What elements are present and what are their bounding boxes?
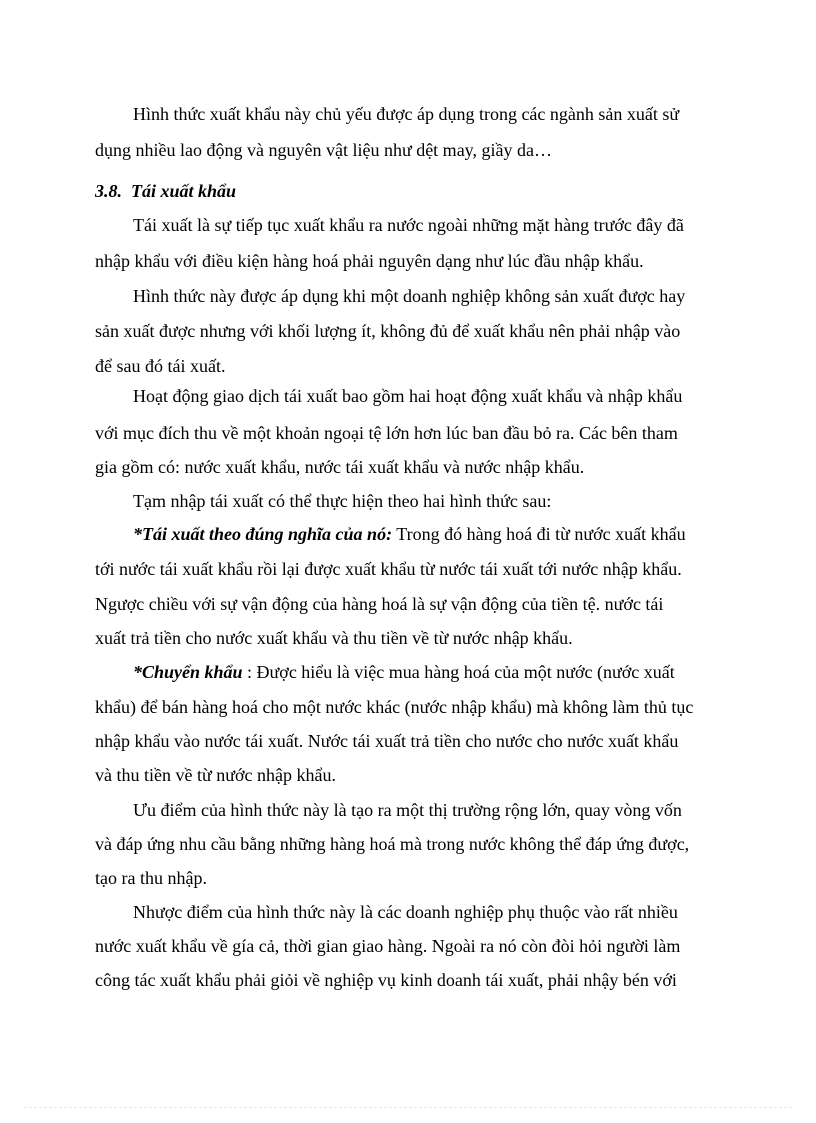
text-line: để sau đó tái xuất. bbox=[95, 356, 226, 376]
text-line: nước xuất khẩu về gía cả, thời gian giao hàng. Ngoài ra nó còn đòi hỏi người làm bbox=[95, 936, 681, 956]
text-line: Tạm nhập tái xuất có thể thực hiện theo hai hình thức sau: bbox=[133, 491, 552, 511]
text-line: nhập khẩu với điều kiện hàng hoá phải nguyên dạng như lúc đầu nhập khẩu. bbox=[95, 251, 644, 271]
text-line: Hình thức xuất khẩu này chủ yếu được áp dụng trong các ngành sản xuất sử bbox=[133, 104, 680, 124]
text-line: *Chuyển khẩu : Được hiểu là việc mua hàng hoá của một nước (nước xuất bbox=[133, 662, 675, 682]
text-line: nhập khẩu vào nước tái xuất. Nước tái xuất trả tiền cho nước cho nước xuất khẩu bbox=[95, 731, 679, 751]
text-line: Ưu điểm của hình thức này là tạo ra một thị trường rộng lớn, quay vòng vốn bbox=[133, 800, 682, 820]
section-title: Tái xuất khẩu bbox=[131, 181, 237, 201]
text-line: sản xuất được nhưng với khối lượng ít, không đủ để xuất khẩu nên phải nhập vào bbox=[95, 321, 681, 341]
text-line: Nhược điểm của hình thức này là các doanh nghiệp phụ thuộc vào rất nhiều bbox=[133, 902, 678, 922]
text-line: xuất trả tiền cho nước xuất khẩu và thu tiền về từ nước nhập khẩu. bbox=[95, 628, 573, 648]
text-line: dụng nhiều lao động và nguyên vật liệu như dệt may, giầy da… bbox=[95, 140, 552, 160]
form-label: *Chuyển khẩu bbox=[133, 662, 243, 682]
text-line: Tái xuất là sự tiếp tục xuất khẩu ra nước ngoài những mặt hàng trước đây đã bbox=[133, 215, 684, 235]
text-line: Hoạt động giao dịch tái xuất bao gồm hai hoạt động xuất khẩu và nhập khẩu bbox=[133, 386, 683, 406]
section-number: 3.8. bbox=[95, 181, 122, 201]
text-line: tới nước tái xuất khẩu rồi lại được xuất khẩu từ nước tái xuất tới nước nhập khẩu. bbox=[95, 559, 682, 579]
form-label: *Tái xuất theo đúng nghĩa của nó: bbox=[133, 524, 393, 544]
text-line: Ngược chiều với sự vận động của hàng hoá là sự vận động của tiền tệ. nước tái bbox=[95, 594, 664, 614]
text-line: Hình thức này được áp dụng khi một doanh nghiệp không sản xuất được hay bbox=[133, 286, 686, 306]
text-line: và thu tiền về từ nước nhập khẩu. bbox=[95, 765, 336, 785]
text-line: khẩu) để bán hàng hoá cho một nước khác (nước nhập khẩu) mà không làm thủ tục bbox=[95, 697, 694, 717]
page-footer-divider bbox=[24, 1107, 792, 1108]
text-line: gia gồm có: nước xuất khẩu, nước tái xuất khẩu và nước nhập khẩu. bbox=[95, 457, 585, 477]
text-line: và đáp ứng nhu cầu bằng những hàng hoá mà trong nước không thể đáp ứng được, bbox=[95, 834, 690, 854]
text-line: công tác xuất khẩu phải giỏi về nghiệp vụ kinh doanh tái xuất, phải nhậy bén với bbox=[95, 970, 677, 990]
section-heading bbox=[95, 180, 236, 202]
text-line: với mục đích thu về một khoản ngoại tệ lớn hơn lúc ban đầu bỏ ra. Các bên tham bbox=[95, 423, 678, 443]
text-line: *Tái xuất theo đúng nghĩa của nó: Trong đó hàng hoá đi từ nước xuất khẩu bbox=[133, 524, 686, 544]
text-line: tạo ra thu nhập. bbox=[95, 868, 207, 888]
